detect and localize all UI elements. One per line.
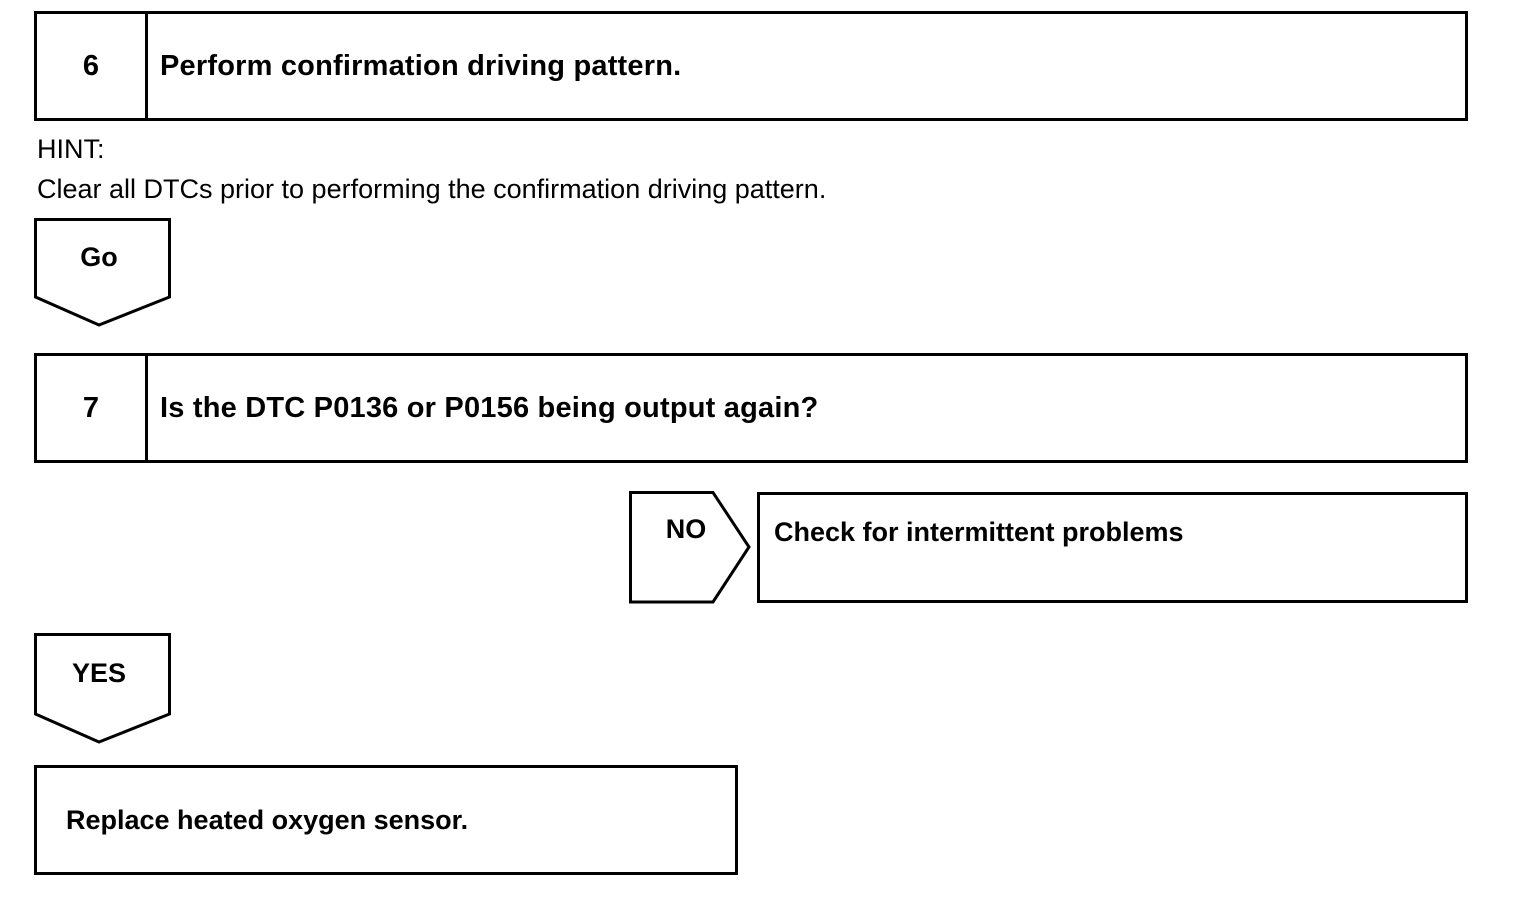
go-arrow-shape <box>34 218 172 328</box>
hint-text: Clear all DTCs prior to performing the confirmation driving pattern. <box>37 174 827 204</box>
no-result-box <box>757 492 1468 603</box>
yes-result-text: Replace heated oxygen sensor. <box>66 804 469 835</box>
step-6-box <box>34 11 1468 121</box>
hint-label: HINT: <box>37 134 105 164</box>
step-6-title: Perform confirmation driving pattern. <box>160 49 682 82</box>
go-arrow-label: Go <box>80 242 118 272</box>
step-7-title: Is the DTC P0136 or P0156 being output again? <box>160 391 819 424</box>
no-arrow-label: NO <box>665 514 707 544</box>
no-arrow-shape <box>629 491 753 604</box>
no-result-text: Check for intermittent problems <box>774 517 1184 547</box>
step-6-number: 6 <box>37 14 148 118</box>
yes-arrow-label: YES <box>71 658 127 688</box>
step-7-box <box>34 353 1468 463</box>
step-7-number: 7 <box>37 356 148 460</box>
yes-result-box <box>34 765 738 875</box>
yes-arrow-shape <box>34 633 172 745</box>
